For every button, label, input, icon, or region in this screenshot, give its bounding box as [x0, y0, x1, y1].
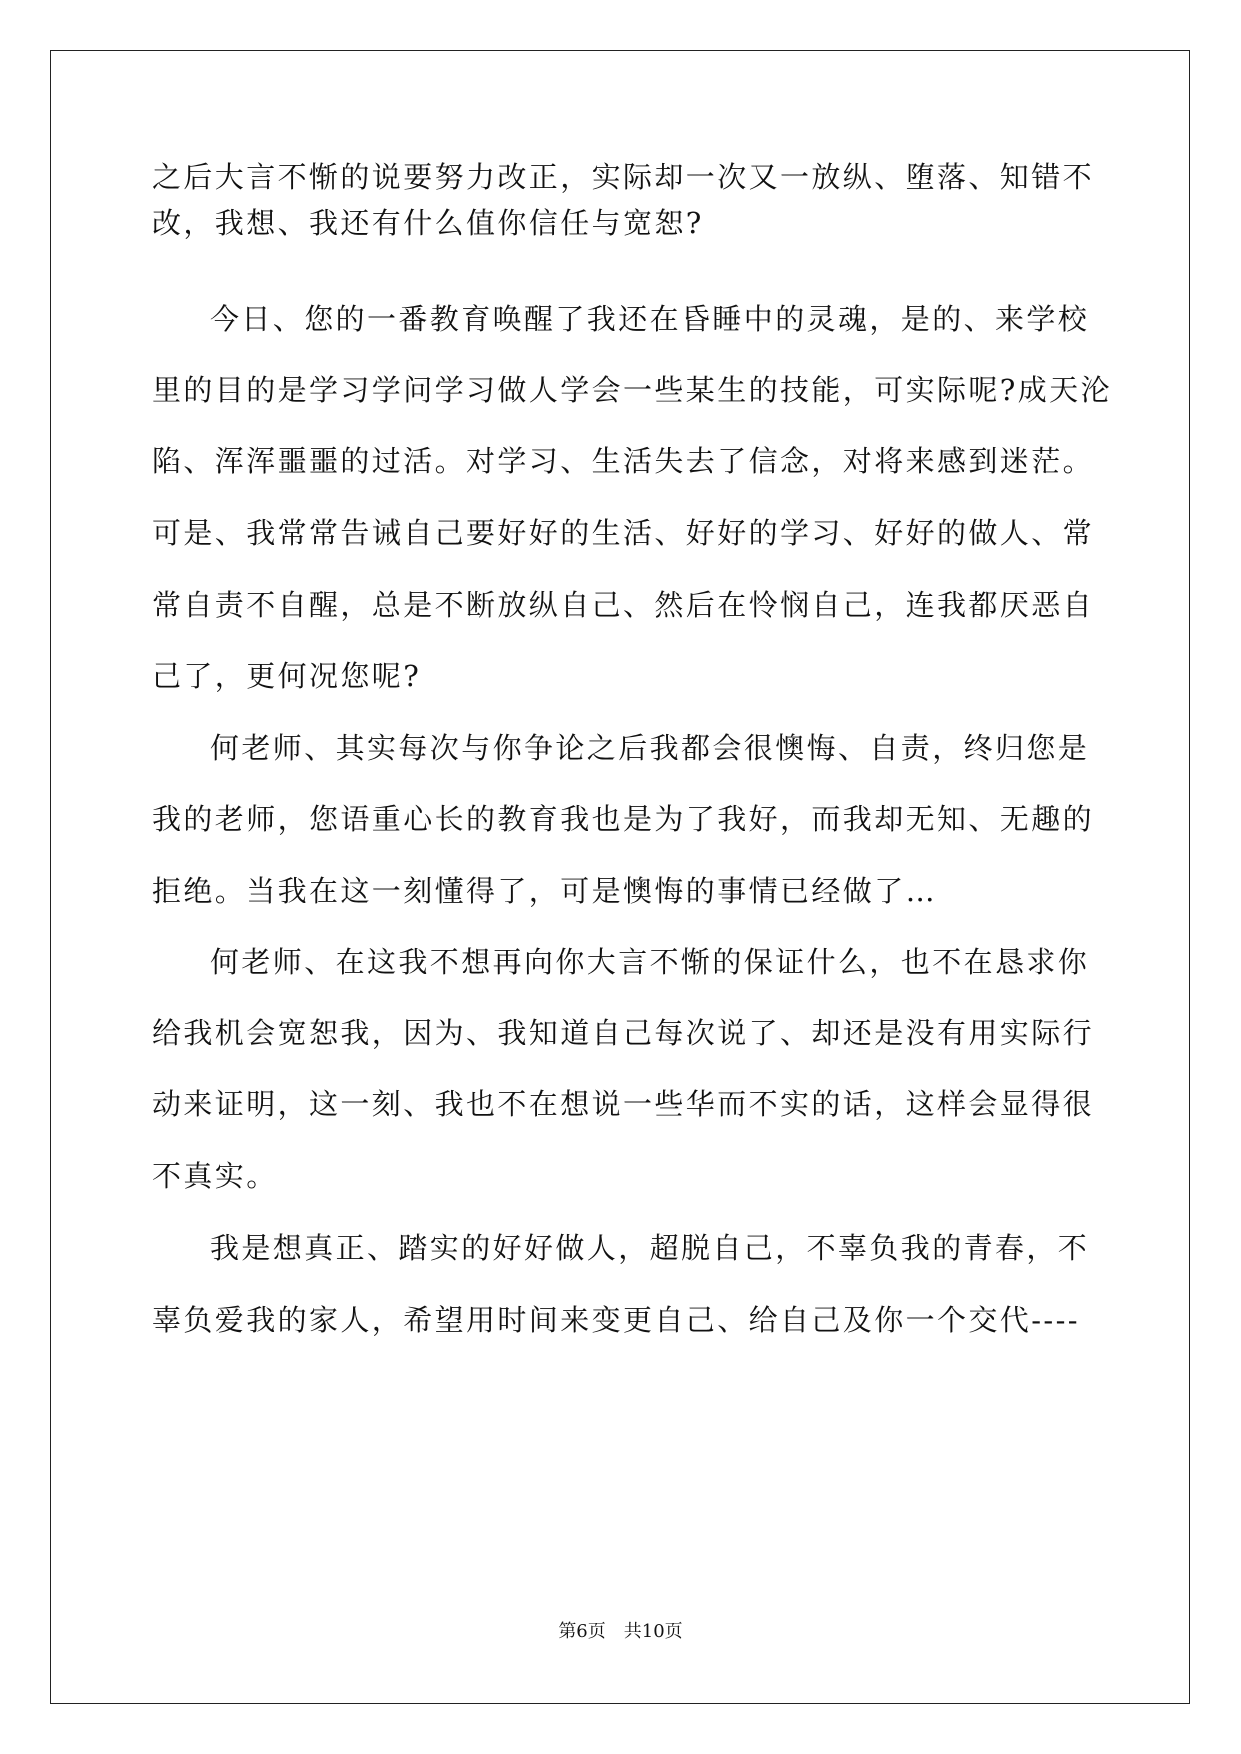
text-line: 之后大言不惭的说要努力改正，实际却一次又一放纵、堕落、知错不 [152, 160, 1095, 194]
text-line: 常自责不自醒，总是不断放纵自己、然后在怜悯自己，连我都厌恶自 [152, 588, 1095, 622]
text-line: 陷、浑浑噩噩的过活。对学习、生活失去了信念，对将来感到迷茫。 [152, 444, 1095, 478]
text-line: 辜负爱我的家人，希望用时间来变更自己、给自己及你一个交代---- [152, 1303, 1080, 1337]
paragraph-first-line: 何老师、在这我不想再向你大言不惭的保证什么，也不在恳求你 [210, 945, 1090, 979]
text-line: 己了，更何况您呢? [152, 659, 422, 693]
text-line: 拒绝。当我在这一刻懂得了，可是懊悔的事情已经做了… [152, 874, 938, 908]
text-line: 可是、我常常告诫自己要好好的生活、好好的学习、好好的做人、常 [152, 516, 1095, 550]
paragraph-first-line: 我是想真正、踏实的好好做人，超脱自己，不辜负我的青春，不 [210, 1231, 1090, 1265]
text-line: 动来证明，这一刻、我也不在想说一些华而不实的话，这样会显得很 [152, 1087, 1095, 1121]
text-line: 改，我想、我还有什么值你信任与宽恕? [152, 206, 704, 240]
text-line: 给我机会宽恕我，因为、我知道自己每次说了、却还是没有用实际行 [152, 1016, 1095, 1050]
paragraph-first-line: 今日、您的一番教育唤醒了我还在昏睡中的灵魂，是的、来学校 [210, 302, 1090, 336]
text-line: 我的老师，您语重心长的教育我也是为了我好，而我却无知、无趣的 [152, 802, 1095, 836]
paragraph-first-line: 何老师、其实每次与你争论之后我都会很懊悔、自责，终归您是 [210, 731, 1090, 765]
page-number-footer: 第6页 共10页 [558, 1621, 683, 1642]
text-line: 里的目的是学习学问学习做人学会一些某生的技能，可实际呢?成天沦 [152, 373, 1112, 407]
text-line: 不真实。 [152, 1159, 278, 1193]
